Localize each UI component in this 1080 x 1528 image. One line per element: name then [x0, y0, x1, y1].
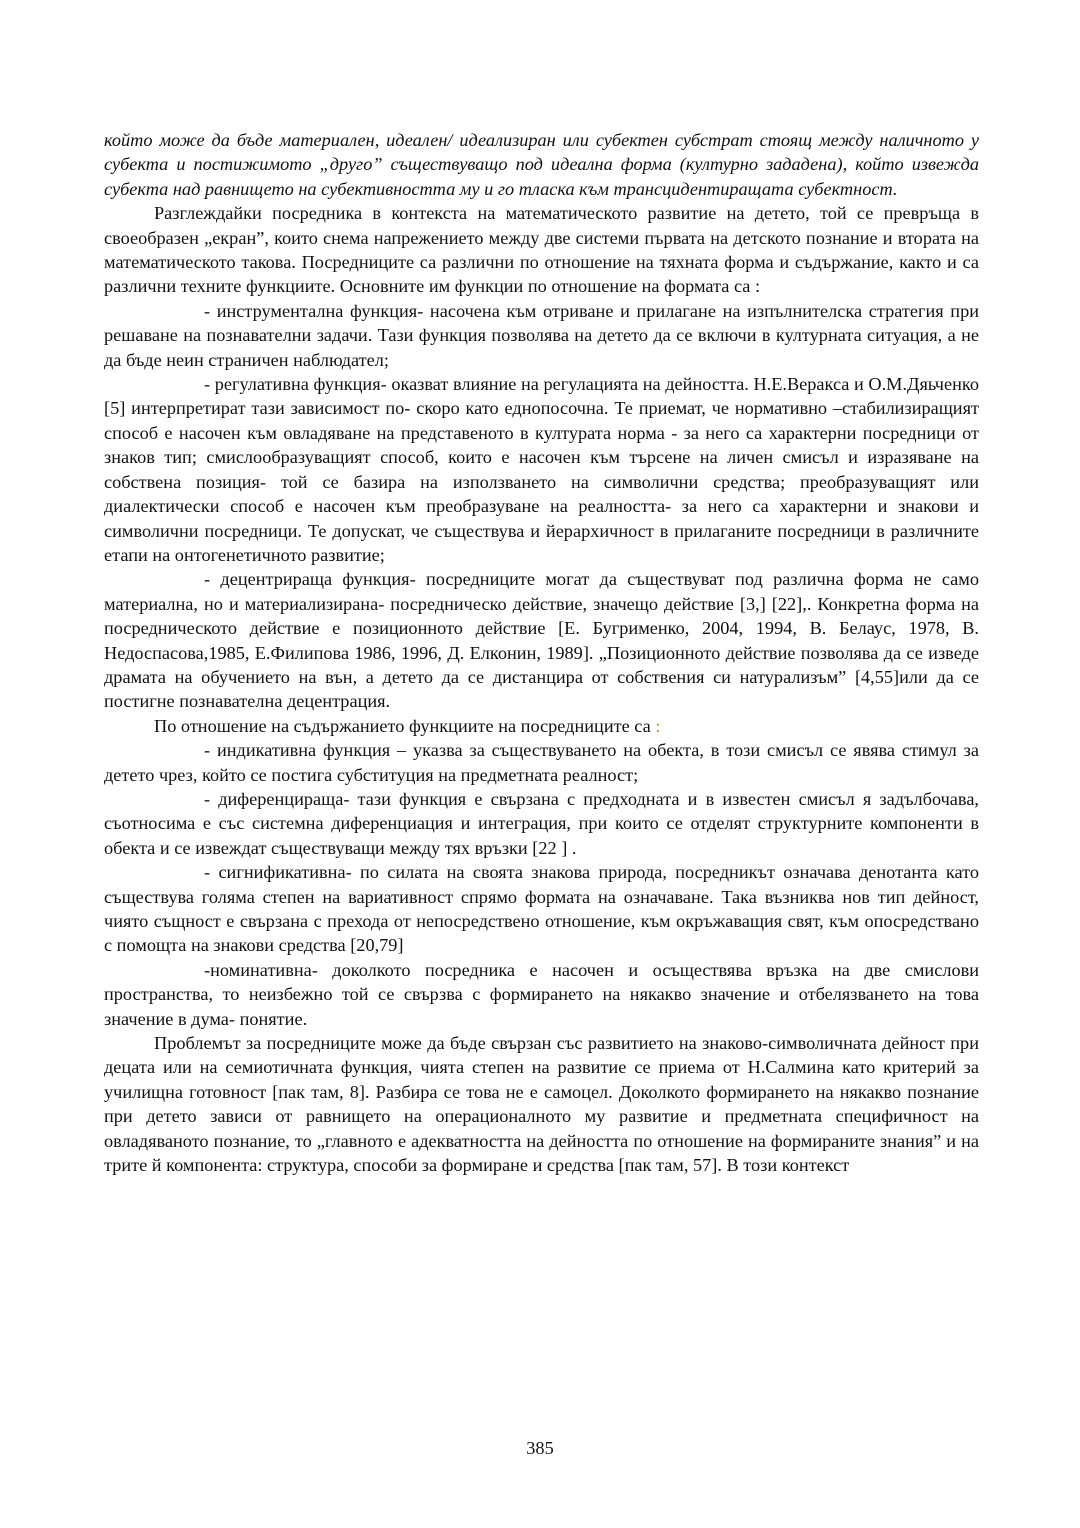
paragraph-3: - инструментална функция- насочена към отриване и прилагане на изпълнителска стратегия при решаване на познавателни задачи. Тази функция позволява на детето да се включи в културната ситуация, а не да бъде неин страничен наблюдател; [104, 300, 979, 370]
paragraph-2: Разглеждайки посредника в контекста на математическото развитие на детето, той се превръща в своеобразен „екран”, които снема напрежението между две системи първата на детското познание и втората на математическото такова. Посредниците са различни по отношение на тяхната форма и съдържание, както и са различни техните функциите. Основните им функции по отношение на формата са : [104, 203, 979, 297]
page-body [104, 128, 979, 1177]
paragraph-5: - децентрираща функция- посредниците могат да съществуват под различна форма не само материална, но и материализирана- посредническо действие, значещо действие [3,] [22],. Конкретна форма на посредническото действие е позиционното действие [Е. Бугрименко, 2004, 1994, В. Белаус, 1978, В. Недоспасова,1985, Е.Филипова 1986, 1996, Д. Елконин, 1989]. „Позиционното действие позволява да се изведе драмата на обучението на вън, а детето да се дистанцира от собствения си натурализъм” [4,55]или да се постигне познавателна децентрация. [104, 569, 979, 712]
paragraph-4: - регулативна функция- оказват влияние на регулацията на дейността. Н.Е.Веракса и О.М.Дяьченко [5] интерпретират тази зависимост по- скоро като еднопосочна. Те приемат, че нормативно –стабилизиращият способ е насочен към овладяване на представеното в културата норма - за него са характерни посредници от знаков тип; смислообразуващият способ, които е насочен към търсене на личен смисъл и изразяване на собствена позиция- той се базира на използването на символични средства; преобразуващият или диалектически способ е насочен към преобразуване на реалността- за него са характерни и знакови и символични посредници. Те допускат, че съществува и йерархичност в прилаганите посредници в различните етапи на онтогенетичното развитие; [104, 374, 979, 565]
paragraph-6-text: По отношение на съдържанието функциите на посредниците са [154, 715, 651, 736]
page-number: 385 [526, 1438, 554, 1458]
paragraph-1: който може да бъде материален, идеален/ идеализиран или субектен субстрат стоящ между наличното у субекта и постижимото „друго” съществуващо под идеална форма (културно зададена), който извежда субекта над равнището на субективността му и го тласка към трансцидентиращата субектност. [104, 130, 979, 199]
paragraph-7: - индикативна функция – указва за съществуването на обекта, в този смисъл се явява стимул за детето чрез, който се постига субституция на предметната реалност; [104, 740, 979, 785]
paragraph-11: Проблемът за посредниците може да бъде свързан със развитието на знаково-символичната дейност при децата или на семиотичната функция, чията степен на развитие се приема от Н.Салмина като критерий за училищна готовност [пак там, 8]. Разбира се това не е самоцел. Доколкото формирането на някакво познание при детето зависи от равнището на операционалното му развитие и предметната специфичност на овладяваното познание, то „главното е адекватността на дейността по отношение на формираните знания” и на трите й компонента: структура, способи за формиране и средства [пак там, 57]. В този контекст [104, 1033, 979, 1176]
paragraph-6-colon: : [650, 715, 661, 736]
paragraph-10: -номинативна- доколкото посредника е насочен и осъществява връзка на две смислови пространства, то неизбежно той се свързва с формирането на някакво значение и отбелязването на това значение в дума- понятие. [104, 959, 979, 1029]
paragraph-6 [104, 714, 979, 738]
paragraph-8: - диференцираща- тази функция е свързана с предходната и в известен смисъл я задълбочава, съотносима е със системна диференциация и интеграция, при които се отделят структурните компоненти в обекта и се извеждат съществуващи между тях връзки [22 ] . [104, 788, 979, 858]
paragraph-9: - сигнификативна- по силата на своята знакова природа, посредникът означава денотанта като съществува голяма степен на вариативност спрямо формата на означаване. Така възниква нов тип дейност, чиято същност е свързана с прехода от непосредствено отношение, към окръжаващия свят, към опосредствано с помощта на знакови средства [20,79] [104, 862, 979, 956]
